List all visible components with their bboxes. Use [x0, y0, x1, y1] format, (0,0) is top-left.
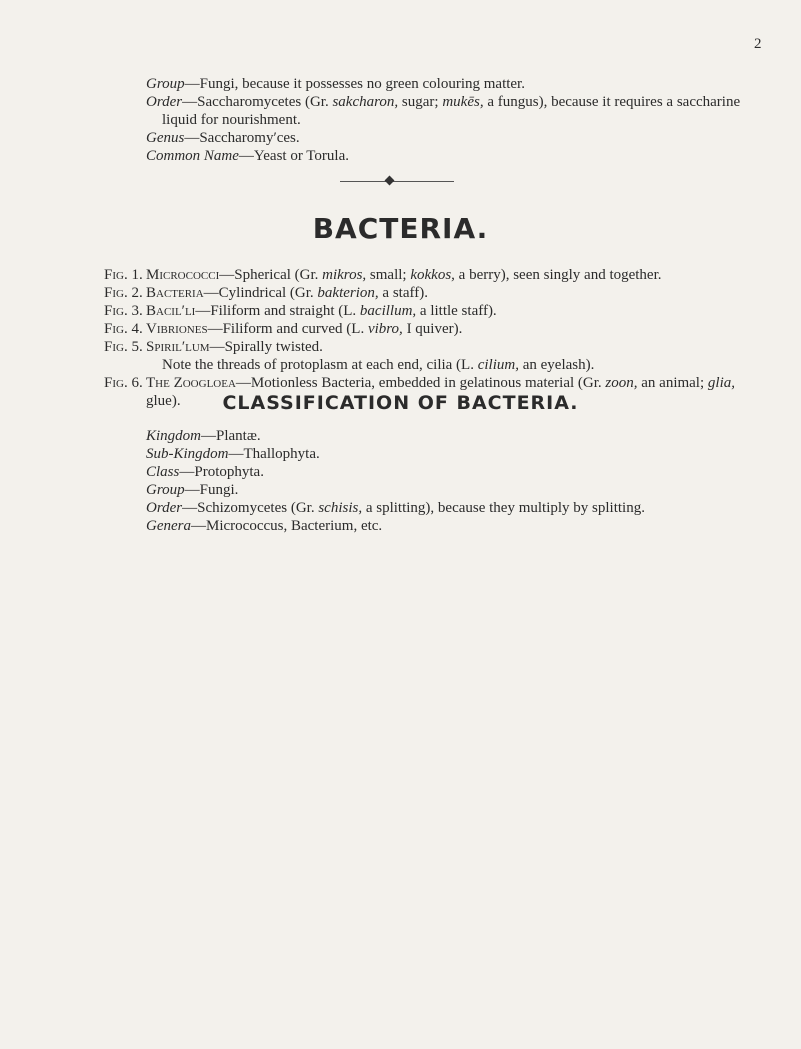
order-continuation: liquid for nourishment.	[162, 112, 301, 128]
order-entry: Order—Saccharomycetes (Gr. sakcharon, sugar; mukēs, a fungus), because it requires a saccharine	[146, 94, 741, 110]
kingdom-entry: Kingdom—Plantæ.	[146, 428, 261, 444]
figure-item: Fig. 1. Micrococci—Spherical (Gr. mikros, small; kokkos, a berry), seen singly and together.	[104, 267, 662, 283]
class-entry: Class—Protophyta.	[146, 464, 264, 480]
figure-item: Fig. 3. Bacil′li—Filiform and straight (L. bacillum, a little staff).	[104, 303, 497, 319]
genera-entry: Genera—Micrococcus, Bacterium, etc.	[146, 518, 383, 534]
figure-item: Fig. 5. Spiril′lum—Spirally twisted.	[104, 339, 323, 355]
figure-item: Fig. 6. The Zoogloea—Motionless Bacteria, embedded in gelatinous material (Gr. zoon, an animal; glia,	[104, 375, 735, 391]
figure-note: Note the threads of protoplasm at each end, cilia (L. cilium, an eyelash).	[162, 357, 595, 373]
figure-item: Fig. 2. Bacteria—Cylindrical (Gr. bakterion, a staff).	[104, 285, 428, 301]
group-entry: Group—Fungi, because it possesses no green colouring matter.	[146, 76, 525, 92]
order-entry: Order—Schizomycetes (Gr. schisis, a splitting), because they multiply by splitting.	[146, 500, 645, 516]
section-divider	[340, 181, 454, 182]
divider-diamond-icon	[385, 176, 395, 186]
page-number: 2	[754, 36, 762, 52]
figure-continuation: glue).	[146, 393, 181, 409]
common-name-entry: Common Name—Yeast or Torula.	[146, 148, 349, 164]
figure-list	[104, 266, 774, 410]
genus-entry: Genus—Saccharomy′ces.	[146, 130, 300, 146]
yeast-classification	[146, 75, 766, 165]
bacteria-heading: BACTERIA.	[312, 212, 489, 245]
group-entry: Group—Fungi.	[146, 482, 239, 498]
sub-kingdom-entry: Sub-Kingdom—Thallophyta.	[146, 446, 320, 462]
bacteria-classification	[146, 427, 766, 535]
classification-heading: CLASSIFICATION OF BACTERIA.	[222, 392, 579, 414]
figure-item: Fig. 4. Vibriones—Filiform and curved (L. vibro, I quiver).	[104, 321, 463, 337]
